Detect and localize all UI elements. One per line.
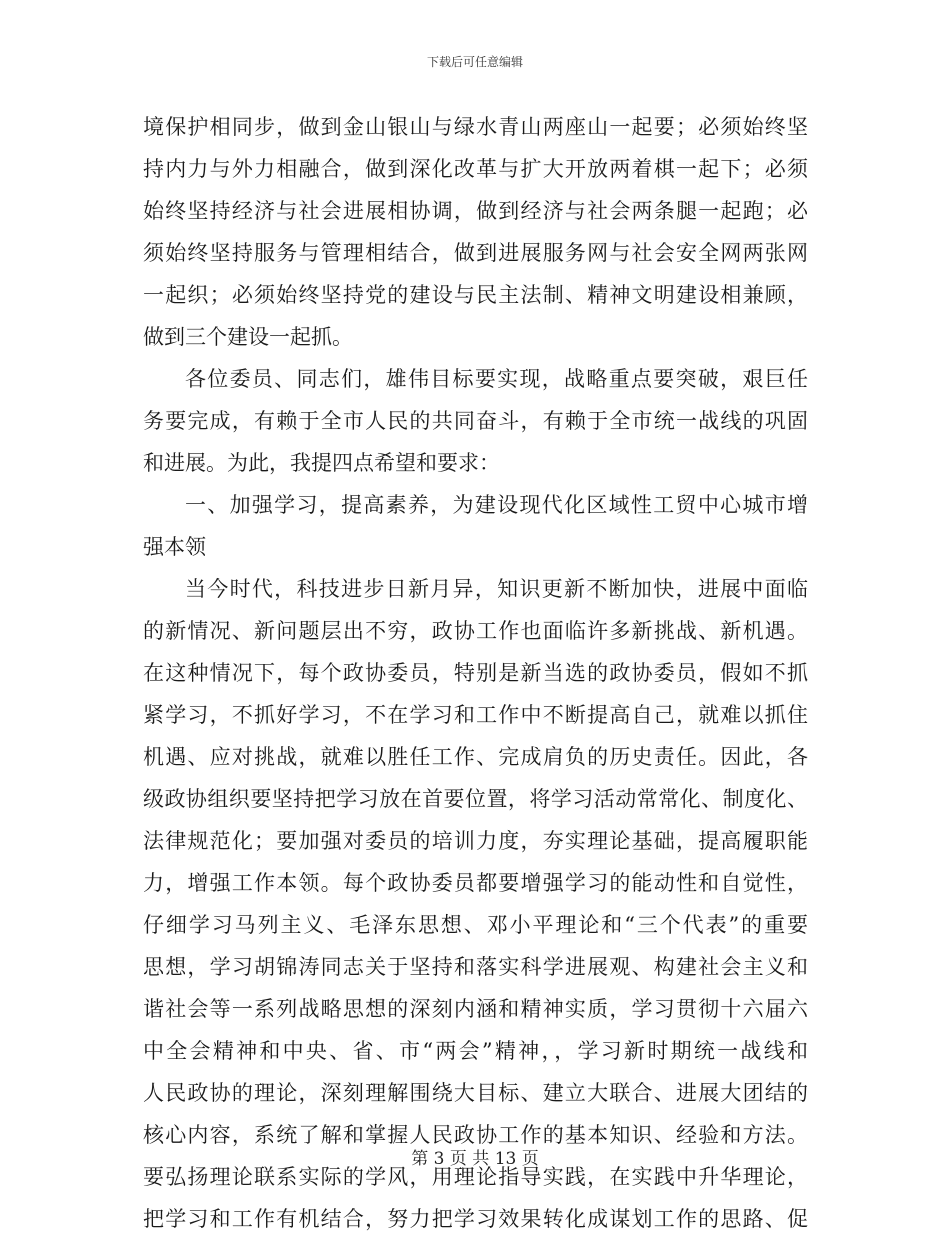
text-line: 紧学习，不抓好学习，不在学习和工作中不断提高自己，就难以抓住: [143, 703, 808, 727]
text-line: 机遇、应对挑战，就难以胜任工作、完成肩负的历史责任。因此，各: [143, 745, 808, 769]
text-line: 做到三个建设一起抓。: [143, 325, 353, 349]
text-line: 法律规范化；要加强对委员的培训力度，夯实理论基础，提高履职能: [143, 829, 808, 853]
text-line: 的新情况、新问题层出不穷，政协工作也面临许多新挑战、新机遇。: [143, 619, 808, 643]
text-line: 人民政协的理论，深刻理解围绕大目标、建立大联合、进展大团结的: [143, 1081, 808, 1105]
text-line: 一起织；必须始终坚持党的建设与民主法制、精神文明建设相兼顾，: [143, 283, 808, 307]
text-line: 当今时代，科技进步日新月异，知识更新不断加快，进展中面临: [185, 577, 808, 601]
text-line: 思想，学习胡锦涛同志关于坚持和落实科学进展观、构建社会主义和: [143, 955, 808, 979]
text-line: 境保护相同步，做到金山银山与绿水青山两座山一起要；必须始终坚: [143, 115, 808, 139]
text-line: 强本领: [143, 535, 206, 559]
page-footer: 第 3 页 共 13 页: [411, 1149, 539, 1169]
page-header: 下载后可任意编辑: [426, 55, 523, 69]
document-body: [143, 106, 808, 1240]
text-line: 持内力与外力相融合，做到深化改革与扩大开放两着棋一起下；必须: [143, 157, 808, 181]
text-line: 力，增强工作本领。每个政协委员都要增强学习的能动性和自觉性，: [143, 871, 808, 895]
text-line: 要弘扬理论联系实际的学风，用理论指导实践，在实践中升华理论，: [143, 1165, 808, 1189]
text-line: 和进展。为此，我提四点希望和要求：: [143, 451, 500, 475]
text-line: 把学习和工作有机结合，努力把学习效果转化成谋划工作的思路、促: [143, 1207, 808, 1231]
text-line: 在这种情况下，每个政协委员，特别是新当选的政协委员，假如不抓: [143, 661, 808, 685]
text-line: 各位委员、同志们，雄伟目标要实现，战略重点要突破，艰巨任: [185, 367, 808, 391]
text-line: 须始终坚持服务与管理相结合，做到进展服务网与社会安全网两张网: [143, 241, 808, 265]
text-line: 始终坚持经济与社会进展相协调，做到经济与社会两条腿一起跑；必: [143, 199, 808, 223]
text-line: 务要完成，有赖于全市人民的共同奋斗，有赖于全市统一战线的巩固: [143, 409, 808, 433]
text-line: 一、加强学习，提高素养，为建设现代化区域性工贸中心城市增: [185, 493, 808, 517]
text-line: 仔细学习马列主义、毛泽东思想、邓小平理论和“三个代表”的重要: [143, 913, 808, 937]
text-line: 核心内容，系统了解和掌握人民政协工作的基本知识、经验和方法。: [143, 1123, 808, 1147]
text-line: 级政协组织要坚持把学习放在首要位置，将学习活动常常化、制度化、: [143, 787, 808, 811]
text-line: 谐社会等一系列战略思想的深刻内涵和精神实质，学习贯彻十六届六: [143, 997, 808, 1021]
text-line: 中全会精神和中央、省、市“两会”精神，，学习新时期统一战线和: [143, 1039, 808, 1063]
